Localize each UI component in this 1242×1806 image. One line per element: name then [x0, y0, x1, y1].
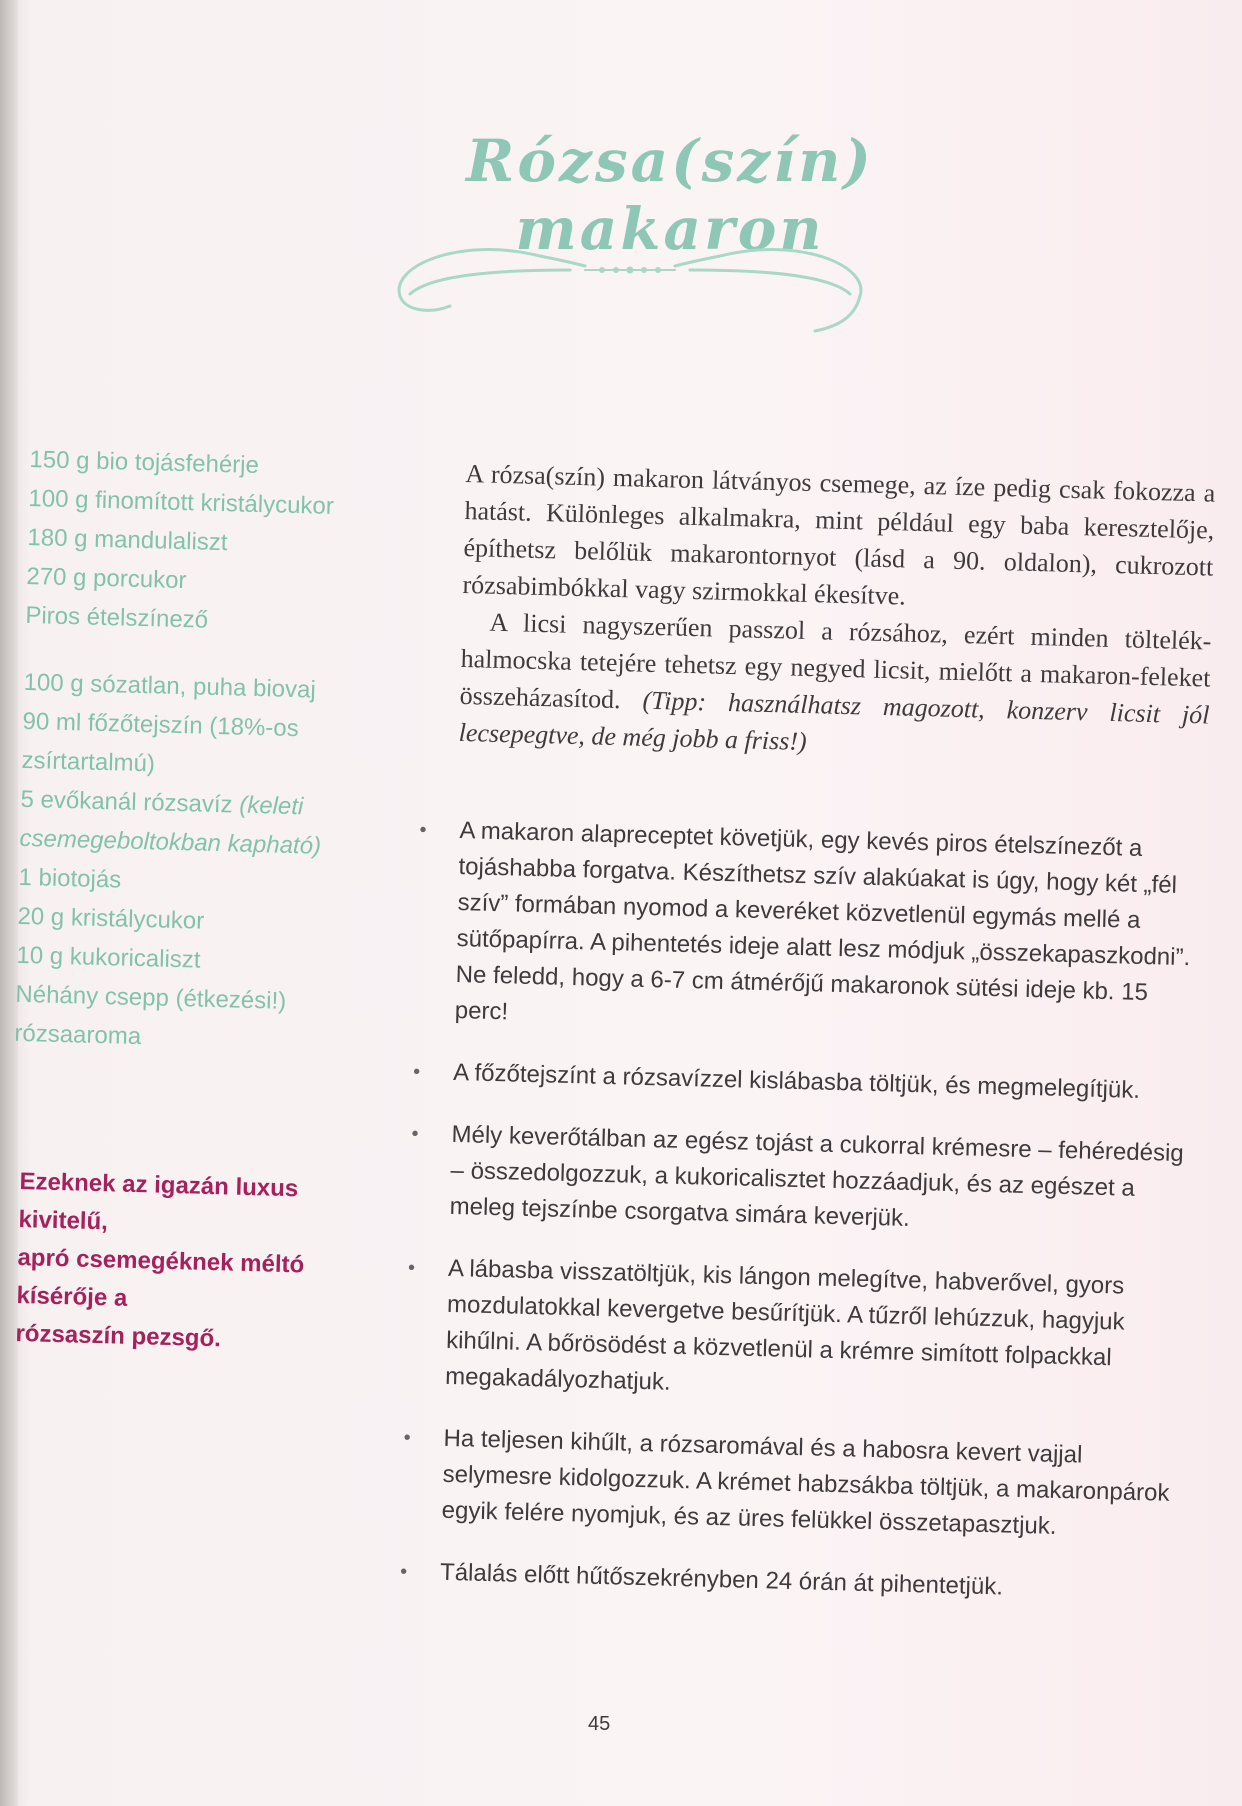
ingredient-item: Néhány csepp (étkezési!) rózsaaroma [14, 980, 287, 1051]
bullet-icon: • [411, 1122, 419, 1146]
pairing-line: rózsaszín pezsgő. [15, 1319, 222, 1353]
intro-paragraph [458, 603, 1212, 771]
ingredient-note: (keleti [238, 791, 304, 821]
ingredient-item: 270 g porcukor [26, 562, 187, 595]
step-item [400, 1554, 1191, 1611]
intro-text [458, 455, 1215, 771]
ingredient-item: 1 biotojás [18, 863, 122, 894]
intro-paragraph: A rózsa(szín) makaron látványos csemege, az íze pedig csak fokozza a hatást. Különleges alkalmakra, mint például egy baba keresztelője, építhetsz belőlük makarontornyot (lásd a 90. oldalon), cukrozott rózsabimbókkal vagy szirmokkal ékesítve. [462, 458, 1216, 611]
bullet-icon: • [412, 1060, 421, 1084]
ingredient-item: Piros ételszínező [25, 601, 209, 634]
ingredient-note-continued: csemegeboltokban kapható) [19, 824, 322, 860]
step-item [409, 1116, 1202, 1245]
ingredient-item: 100 g sózatlan, puha biovaj [23, 668, 317, 704]
step-text: A lábasba visszatöltjük, kis lángon melegítve, habverővel, gyors mozdulatokkal kevergetve besűrítjük. A tűzről lehúzzuk, hagyjuk kihűlni. A bőrösödést a közvetlenül a krémre simított folpackkal megakadályozhatjuk. [444, 1254, 1125, 1396]
step-item [401, 1420, 1194, 1549]
step-text: Tálalás előtt hűtőszekrényben 24 órán át pihentetjük. [439, 1558, 1004, 1601]
bullet-icon: • [419, 818, 427, 842]
step-text: A főzőtejszínt a rózsavízzel kislábasba töltjük, és megmelegítjük. [452, 1058, 1141, 1104]
recipe-title: Rózsa(szín) makaron [466, 126, 874, 263]
ingredient-group-filling [14, 663, 354, 1062]
bullet-icon: • [407, 1256, 416, 1280]
ingredient-item: 20 g kristálycukor [17, 902, 205, 935]
step-item [405, 1250, 1198, 1415]
step-text: Ha teljesen kihűlt, a rózsaromával és a habosra kevert vajjal selymesre kidolgozzuk. A krémet habzsákba töltjük, a makaronpárok egyik felére nyomjuk, és az üres felükkel összetapasztjuk. [441, 1424, 1170, 1540]
bullet-icon: • [403, 1426, 411, 1449]
ingredient-item: 180 g mandulaliszt [27, 523, 228, 557]
ingredient-item: 150 g bio tojásfehérje [29, 445, 260, 479]
ingredient-item: 10 g kukoricaliszt [16, 941, 201, 974]
tip-text: (Tipp: használhatsz magozott, konzerv licsit jól lecsepegtve, de még jobb a friss!) [458, 685, 1210, 757]
ingredient-item-continued: zsírtartalmú) [21, 746, 156, 778]
ingredient-group-shells [25, 440, 360, 644]
ingredient-item: 100 g finomított kristálycukor [28, 484, 335, 520]
bullet-icon: • [399, 1560, 408, 1583]
page-number: 45 [588, 1713, 611, 1735]
book-spine-shadow [0, 0, 18, 1806]
ingredient-item: 90 ml főzőtejszín (18%-os [22, 707, 300, 743]
ingredient-text: 5 evőkanál rózsavíz [20, 785, 233, 819]
flourish-ornament-icon [370, 226, 890, 336]
pairing-note [15, 1163, 350, 1362]
pairing-line: Ezeknek az igazán luxus kivitelű, [18, 1167, 299, 1236]
instruction-steps [400, 812, 1210, 1610]
pairing-line: apró csemegéknek méltó kísérője a [16, 1243, 305, 1312]
step-item [413, 1054, 1204, 1111]
step-item [414, 812, 1209, 1049]
step-text: A makaron alapreceptet követjük, egy kevés piros ételszínezőt a tojáshabba forgatva. Készíthetsz szív alakúakat is úgy, hogy két „fél szív” formában nyomod a keveréket közvetlenül egymás mellé a sütőpapírra. A pihentetés ideje alatt lesz módjuk „összekapaszkodni”. Ne feledd, hogy a 6-7 cm átmérőjű makaronok sütési ideje kb. 15 perc! [454, 817, 1191, 1026]
ingredient-list [13, 440, 360, 1089]
step-text: Mély keverőtálban az egész tojást a cukorral krémesre – fehéredésig – összedolgozzuk, a kukoricalisztet hozzáadjuk, és az egészet a meleg tejszínbe csorgatva simára keverjük. [449, 1120, 1185, 1232]
intro-paragraph-text: A licsi nagyszerűen passzol a rózsához, ezért minden töltelék-halmocska tetejére tehetsz egy negyed licsit, mielőtt a makaron-feleket összeházasítod. [459, 607, 1212, 715]
